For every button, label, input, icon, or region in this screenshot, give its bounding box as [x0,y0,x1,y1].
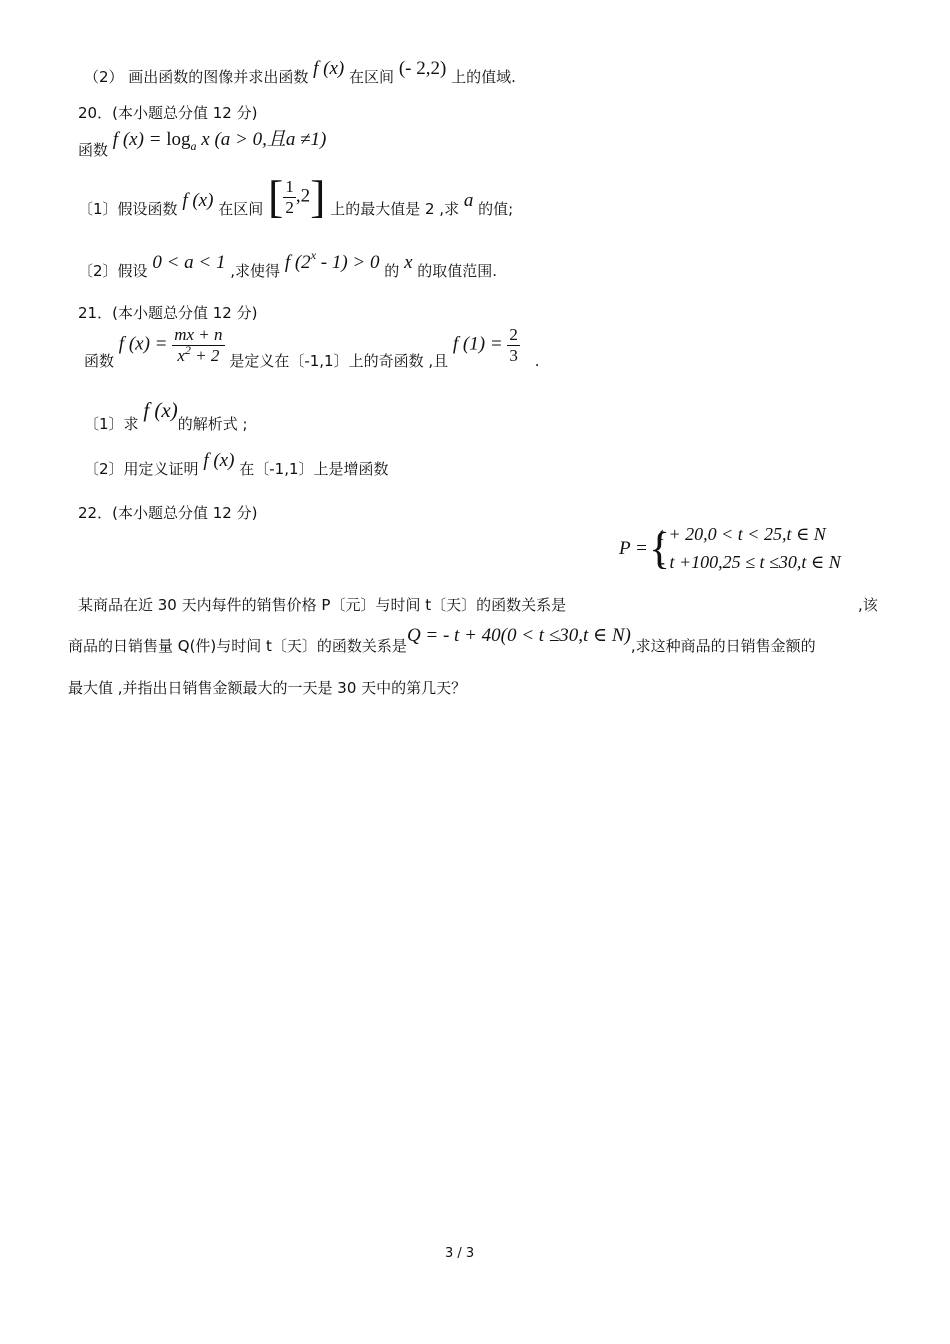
q20-def-rest: x (a > 0,且a ≠1) [196,129,327,150]
q20-p1-a: a [463,189,474,211]
q21-part1-line [84,398,248,433]
q22-line1 [78,594,566,615]
q20-p2-end: 的取值范围. [417,262,498,280]
q21-f1-fraction [507,325,520,365]
q22-header: 22．(本小题总分值 12 分) [78,504,258,522]
q22-brace: { [649,524,671,573]
q22-line1-end: ,该 [858,596,878,614]
q20-part2-line [78,248,498,280]
q20-p2-ineq-sup: x [310,248,317,262]
q21-f1: f (1) = [452,333,508,355]
q20-def-sub: a [190,139,197,153]
q20-p2-x: x [404,252,413,273]
q22-line1-text: 某商品在近 30 天内每件的销售价格 P〔元〕与时间 t〔天〕的函数关系是 [78,596,567,614]
q21-end: . [534,351,540,370]
q19-part2-suffix: 上的值域. [451,68,516,86]
q21-p2-end: 在〔-1,1〕上是增函数 [239,460,389,478]
q20-p1-suffix: 上的最大值是 2 ,求 [330,199,460,218]
q20-header: 20．(本小题总分值 12 分) [78,104,258,122]
q22-line2 [68,624,816,655]
q21-header: 21．(本小题总分值 12 分) [78,304,258,322]
q21-part2-line [84,450,389,478]
q21-lead: 函数 [84,351,115,370]
q22-case2: - t +100,25 ≤ t ≤30,t ∈ N [659,552,841,572]
q20-p1-prefix: 〔1〕假设函数 [78,199,178,218]
q20-p2-prefix: 〔2〕假设 [78,262,148,280]
q21-den-b: + 2 [190,345,220,365]
q20-p2-ineq-a: f (2 [284,252,311,273]
q21-p2-prefix: 〔2〕用定义证明 [84,460,199,478]
q20-p1-fx: f (x) [182,189,214,211]
q22-line3: 最大值 ,并指出日销售金额最大的一天是 30 天中的第几天？ [68,679,467,697]
q20-lead: 函数 [78,141,109,159]
q20-p2-ineq-b: - 1) > 0 [316,252,380,273]
q20-p2-mid: ,求使得 [230,262,281,280]
q20-p1-fraction [283,177,296,217]
q19-part2-mid: 在区间 [349,68,395,86]
q20-p1-num: 1 [285,176,294,196]
q20-p1-end: 的值; [478,199,514,218]
q22-line2-formula: Q = - t + 40(0 < t ≤30,t ∈ N) [406,625,631,646]
q20-p1-right-bracket: ] [310,171,326,222]
q21-den-sup: 2 [184,342,191,357]
q19-part2-prefix: （2） 画出函数的图像并求出函数 [84,68,309,86]
q21-f1-den: 3 [509,345,518,365]
page-number: 3 / 3 [445,1246,475,1261]
q20-p2-cond: 0 < a < 1 [152,252,226,273]
q21-p1-prefix: 〔1〕求 [84,415,139,433]
q22-line2-prefix: 商品的日销售量 Q(件)与时间 t〔天〕的函数关系是 [68,637,407,655]
q20-p1-left-bracket: [ [268,171,284,222]
q20-definition-line [78,124,327,159]
q20-p1-den: 2 [285,197,294,217]
q20-def-fx: f (x) = [112,129,167,150]
q21-num: mx + n [174,325,223,344]
q19-part2-fx: f (x) [313,58,345,79]
q21-mid: 是定义在〔-1,1〕上的奇函数 ,且 [229,351,449,370]
q21-den [172,342,224,366]
q20-p2-de: 的 [384,262,400,280]
q21-p1-end: 的解析式 ; [177,415,248,433]
q21-p2-fx: f (x) [203,450,235,471]
q22-line2-end: ,求这种商品的日销售金额的 [630,637,816,655]
q22-case1: t + 20,0 < t < 25,t ∈ N [659,524,826,544]
q20-p1-mid: 在区间 [218,199,264,218]
q20-part1-line [78,171,514,230]
q21-p1-fx: f (x) [143,398,178,422]
q21-fx: f (x) = [118,333,173,355]
q21-den-a: x [177,345,185,365]
q19-part2-interval: (- 2,2) [398,58,447,79]
q21-definition-line [84,325,539,377]
q20-p1-tail: ,2 [295,185,311,207]
q21-f1-num: 2 [509,325,518,344]
q21-fraction [172,325,224,365]
q22-P-label: P = [619,538,648,559]
q19-part2-line [84,58,516,88]
q20-def-log: log [166,129,191,150]
